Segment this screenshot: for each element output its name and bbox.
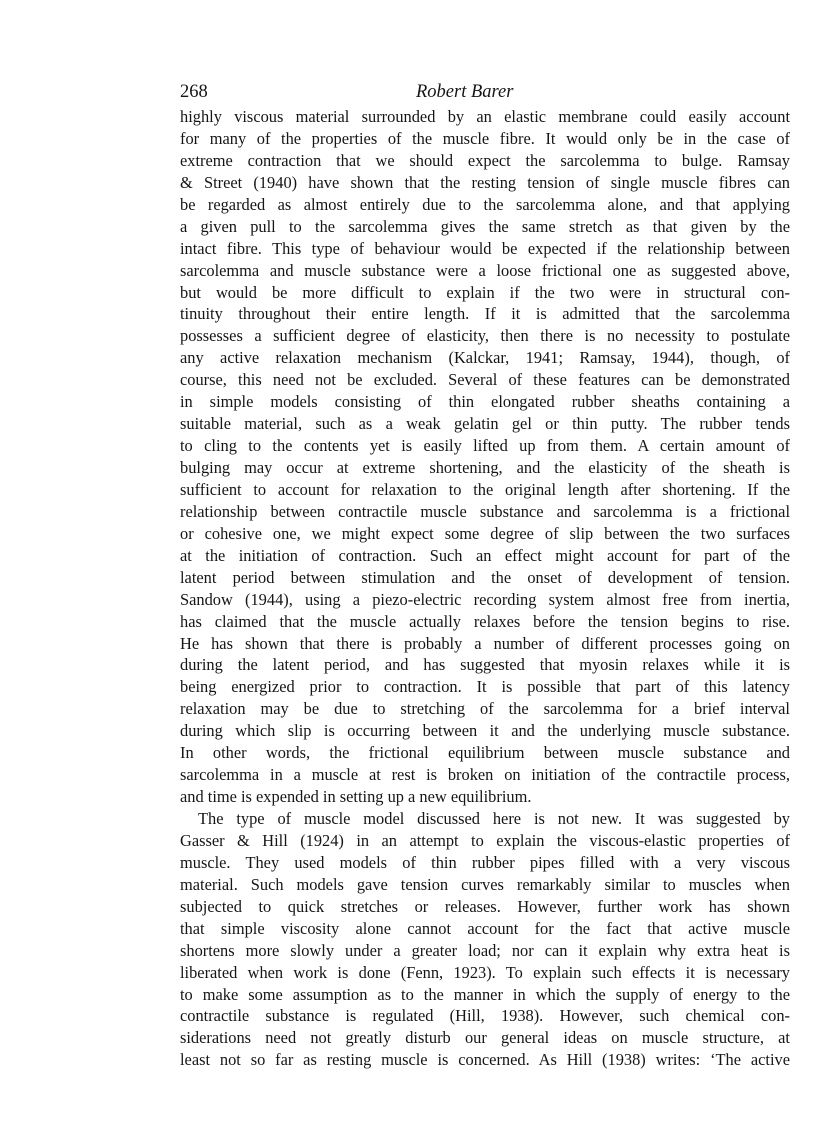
paragraph xyxy=(180,808,790,1071)
text-line: The type of muscle model discussed here is not new. It was suggested by xyxy=(198,809,790,828)
text-line: least not so far as resting muscle is concerned. As Hill (1938) writes: ‘The active xyxy=(180,1050,790,1070)
text-line: latent period between stimulation and the onset of development of tension. xyxy=(180,567,790,587)
text-line: In other words, the frictional equilibrium between muscle substance and xyxy=(180,743,790,763)
text-line: relaxation may be due to stretching of the sarcolemma for a brief interval xyxy=(180,699,790,719)
text-line: at the initiation of contraction. Such an effect might account for part of the xyxy=(180,545,790,565)
text-line: possesses a sufficient degree of elasticity, then there is no necessity to postulate xyxy=(180,326,790,346)
text-line: to cling to the contents yet is easily lifted up from them. A certain amount of xyxy=(180,436,790,456)
text-line: liberated when work is done (Fenn, 1923). To explain such effects it is necessary xyxy=(180,962,790,982)
text-line: but would be more difficult to explain if the two were in structural con- xyxy=(180,282,790,302)
running-head-author: Robert Barer xyxy=(416,82,514,102)
text-line: intact fibre. This type of behaviour would be expected if the relationship between xyxy=(180,238,790,258)
page-number: 268 xyxy=(180,82,208,102)
text-line: extreme contraction that we should expect the sarcolemma to bulge. Ramsay xyxy=(180,150,790,170)
text-line: siderations need not greatly disturb our general ideas on muscle structure, at xyxy=(180,1028,790,1048)
text-line: be regarded as almost entirely due to the sarcolemma alone, and that applying xyxy=(180,194,790,214)
text-line: being energized prior to contraction. It is possible that part of this latency xyxy=(180,677,790,697)
text-line: material. Such models gave tension curves remarkably similar to muscles when xyxy=(180,874,790,894)
text-line: or cohesive one, we might expect some degree of slip between the two surfaces xyxy=(180,523,790,543)
text-line: Gasser & Hill (1924) in an attempt to explain the viscous-elastic properties of xyxy=(180,830,790,850)
text-line: that simple viscosity alone cannot account for the fact that active muscle xyxy=(180,918,790,938)
text-line: sarcolemma in a muscle at rest is broken on initiation of the contractile process, xyxy=(180,765,790,785)
text-line: sufficient to account for relaxation to the original length after shortening. If the xyxy=(180,479,790,499)
text-line: suitable material, such as a weak gelatin gel or thin putty. The rubber tends xyxy=(180,414,790,434)
text-line: and time is expended in setting up a new equilibrium. xyxy=(180,787,532,807)
text-line: a given pull to the sarcolemma gives the same stretch as that given by the xyxy=(180,216,790,236)
text-line: & Street (1940) have shown that the resting tension of single muscle fibres can xyxy=(180,172,790,192)
text-line: contractile substance is regulated (Hill, 1938). However, such chemical con- xyxy=(180,1006,790,1026)
text-line: course, this need not be excluded. Several of these features can be demonstrated xyxy=(180,370,790,390)
page-header xyxy=(180,80,790,106)
text-line: Sandow (1944), using a piezo-electric recording system almost free from inertia, xyxy=(180,589,790,609)
text-line: sarcolemma and muscle substance were a loose frictional one as suggested above, xyxy=(180,260,790,280)
paragraph xyxy=(180,106,790,808)
text-line: in simple models consisting of thin elongated rubber sheaths containing a xyxy=(180,392,790,412)
text-line: tinuity throughout their entire length. If it is admitted that the sarcolemma xyxy=(180,304,790,324)
text-line: He has shown that there is probably a number of different processes going on xyxy=(180,633,790,653)
text-line: subjected to quick stretches or releases. However, further work has shown xyxy=(180,896,790,916)
text-line: bulging may occur at extreme shortening, and the elasticity of the sheath is xyxy=(180,458,790,477)
text-line: for many of the properties of the muscle fibre. It would only be in the case of xyxy=(180,128,790,148)
text-line: muscle. They used models of thin rubber pipes filled with a very viscous xyxy=(180,852,790,872)
text-line: any active relaxation mechanism (Kalckar, 1941; Ramsay, 1944), though, of xyxy=(180,348,790,368)
text-line: to make some assumption as to the manner in which the supply of energy to the xyxy=(180,984,790,1004)
text-line: shortens more slowly under a greater load; nor can it explain why extra heat is xyxy=(180,940,790,960)
text-line: relationship between contractile muscle substance and sarcolemma is a frictional xyxy=(180,501,790,521)
text-line: during which slip is occurring between it and the underlying muscle substance. xyxy=(180,721,790,741)
text-line: during the latent period, and has suggested that myosin relaxes while it is xyxy=(180,655,790,675)
text-line: has claimed that the muscle actually relaxes before the tension begins to rise. xyxy=(180,611,790,631)
body-text xyxy=(180,106,790,1071)
text-line: highly viscous material surrounded by an elastic membrane could easily account xyxy=(180,107,790,126)
